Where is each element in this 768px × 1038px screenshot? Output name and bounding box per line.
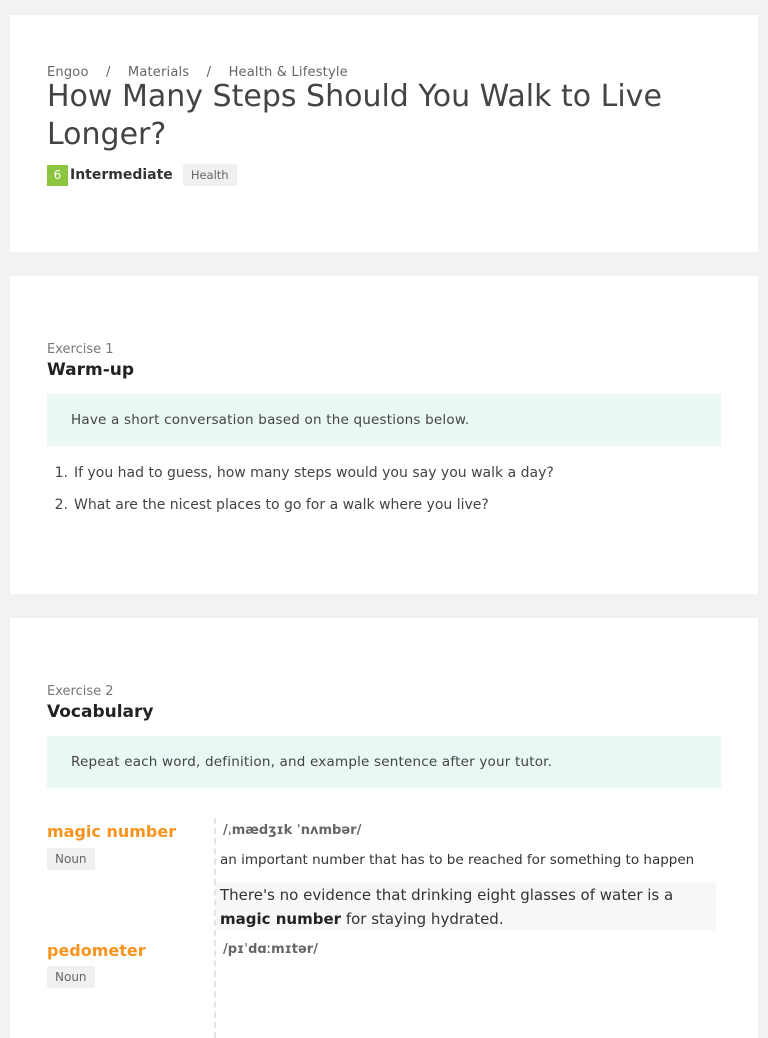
exercise-title: Warm-up <box>47 360 135 380</box>
vocab-word: magic number <box>47 822 177 841</box>
question-text: If you had to guess, how many steps would you say you walk a day? <box>74 465 554 481</box>
breadcrumb-engoo-link[interactable]: Engoo <box>47 65 89 80</box>
level-label: Intermediate <box>70 167 173 183</box>
page-title: How Many Steps Should You Walk to Live Longer? <box>47 79 662 152</box>
breadcrumb-separator: / <box>105 65 111 80</box>
exercise-1-card <box>10 276 758 594</box>
lesson-meta <box>47 164 237 186</box>
example-text: for staying hydrated. <box>341 910 504 928</box>
pronunciation: /pɪˈdɑːmɪtər/ <box>223 942 318 957</box>
pronunciation: /ˌmædʒɪk ˈnʌmbər/ <box>223 823 362 838</box>
example-highlight: magic number <box>220 910 342 928</box>
definition: an important number that has to be reached for something to happen <box>220 852 695 868</box>
exercise-number: Exercise 2 <box>47 684 114 699</box>
vocab-word: pedometer <box>47 941 146 960</box>
question-list <box>47 462 727 526</box>
exercise-instruction: Repeat each word, definition, and example sentence after your tutor. <box>47 736 721 788</box>
part-of-speech-tag: Noun <box>47 848 95 870</box>
exercise-title: Vocabulary <box>47 702 154 722</box>
question-text: What are the nicest places to go for a walk where you live? <box>74 497 489 513</box>
list-item <box>47 494 727 526</box>
level-number-badge: 6 <box>47 165 68 186</box>
example-text: There's no evidence that drinking eight glasses of water is a <box>220 886 674 904</box>
exercise-instruction: Have a short conversation based on the questions below. <box>47 394 721 446</box>
part-of-speech-tag: Noun <box>47 966 95 988</box>
category-tag[interactable]: Health <box>183 164 237 186</box>
exercise-2-card <box>10 618 758 1038</box>
question-number: 2. <box>54 497 68 513</box>
list-item <box>47 462 727 494</box>
breadcrumb-separator: / <box>206 65 212 80</box>
breadcrumb-category-link[interactable]: Health & Lifestyle <box>228 65 348 80</box>
example-sentence <box>216 882 716 930</box>
exercise-number: Exercise 1 <box>47 342 114 357</box>
question-number: 1. <box>54 465 68 481</box>
breadcrumb-materials-link[interactable]: Materials <box>127 65 190 80</box>
lesson-header-card <box>10 15 758 252</box>
